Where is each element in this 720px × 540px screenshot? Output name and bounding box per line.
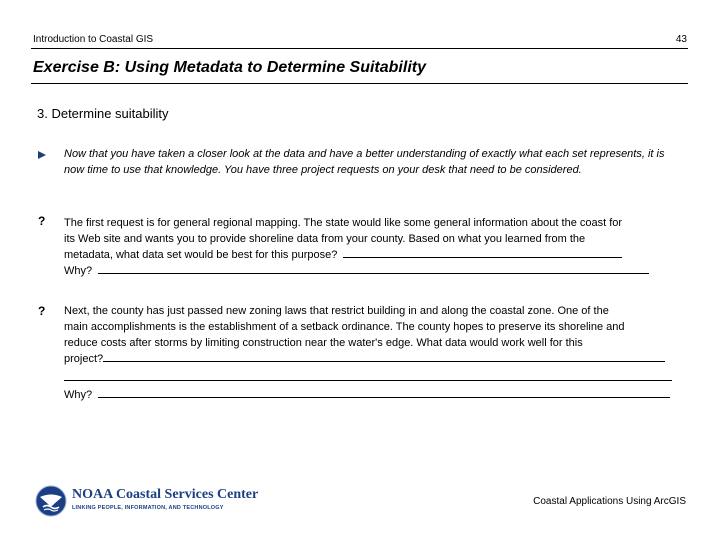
question-mark-icon: ? xyxy=(38,304,46,318)
intro-paragraph: Now that you have taken a closer look at the data and have a better understanding of exactly what each set represents, it is now time to use that knowledge. You have three project requests on your desk that need to be considered. xyxy=(64,148,665,176)
footer-course-title: Coastal Applications Using ArcGIS xyxy=(533,496,686,507)
question-mark-icon: ? xyxy=(38,214,46,228)
question-1-line-text: metadata, what data set would be best for this purpose? xyxy=(64,249,338,261)
question-2-line: Next, the county has just passed new zoning laws that restrict building in and along the coastal zone. One of the xyxy=(64,305,609,317)
exercise-title: Exercise B: Using Metadata to Determine Suitability xyxy=(33,59,426,76)
title-rule xyxy=(31,83,688,84)
why-line-1 xyxy=(64,263,680,279)
why-line-2 xyxy=(64,387,680,403)
why-answer-blank-2[interactable] xyxy=(98,387,670,398)
question-1-line xyxy=(64,247,680,263)
question-2-line: reduce costs after storms by limiting construction near the water's edge. What data would work well for this xyxy=(64,337,583,349)
question-1-line: The first request is for general regional mapping. The state would like some general information about the coast for xyxy=(64,217,623,229)
question-1-line: its Web site and wants you to provide shoreline data from your county. Based on what you learned from the xyxy=(64,233,586,245)
question-2-line: main accomplishments is the establishment of a setback ordinance. The county hopes to preserve its shoreline and xyxy=(64,321,625,333)
answer-blank-2-continued[interactable] xyxy=(64,380,672,381)
why-answer-blank-1[interactable] xyxy=(98,263,649,274)
question-1 xyxy=(64,215,680,279)
noaa-logo xyxy=(34,484,259,518)
section-heading: 3. Determine suitability xyxy=(37,106,169,121)
page-number: 43 xyxy=(675,34,687,45)
logo-tagline: LINKING PEOPLE, INFORMATION, AND TECHNOLOGY xyxy=(72,505,224,511)
question-2-line-text: project? xyxy=(64,353,104,365)
why-label-1: Why? xyxy=(64,265,93,277)
header-rule xyxy=(31,48,688,49)
answer-blank-1[interactable] xyxy=(343,247,622,258)
why-label-2: Why? xyxy=(64,389,93,401)
arrow-bullet-icon xyxy=(38,151,46,159)
answer-blank-2[interactable] xyxy=(103,351,665,362)
question-2 xyxy=(64,303,680,367)
logo-title: NOAA Coastal Services Center xyxy=(72,487,259,502)
noaa-emblem-icon xyxy=(34,484,70,518)
header-course-title: Introduction to Coastal GIS xyxy=(33,34,154,45)
question-2-line xyxy=(64,351,680,367)
